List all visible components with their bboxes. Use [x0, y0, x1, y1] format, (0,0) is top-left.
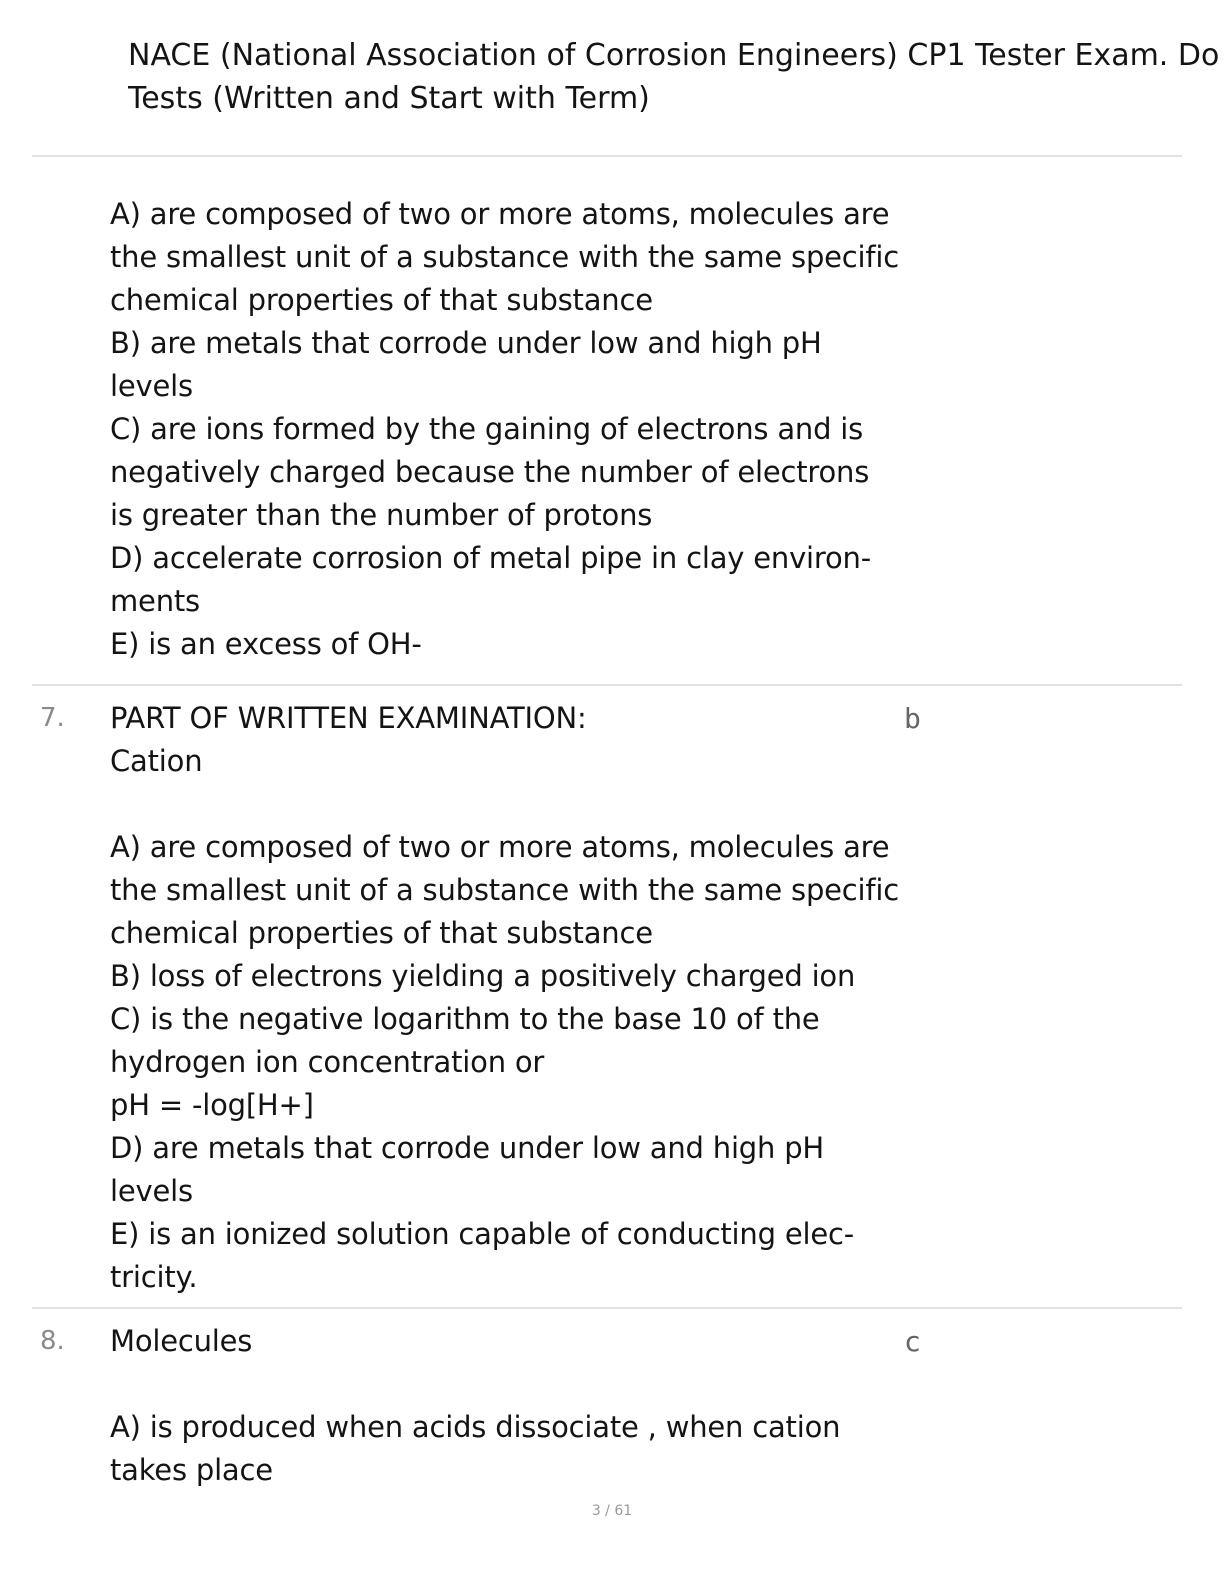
option-line: is greater than the number of protons — [110, 498, 653, 532]
question-8-number: 8. — [40, 1326, 65, 1356]
option-line: pH = -log[H+] — [110, 1088, 314, 1122]
divider — [32, 155, 1182, 157]
option-line: C) is the negative logarithm to the base 10 of the — [110, 1002, 820, 1036]
option-line: takes place — [110, 1453, 273, 1487]
option-line: A) are composed of two or more atoms, molecules are — [110, 830, 890, 864]
spacer — [110, 1363, 910, 1406]
option-line: the smallest unit of a substance with the same specific — [110, 240, 900, 274]
question-7-prompt-line: Cation — [110, 744, 203, 778]
divider — [32, 1307, 1182, 1309]
question-7 — [110, 697, 910, 1299]
option-line: chemical properties of that substance — [110, 916, 653, 950]
option-line: negatively charged because the number of electrons — [110, 455, 870, 489]
question-8 — [110, 1320, 910, 1492]
document-title — [128, 34, 1224, 120]
title-line-1: NACE (National Association of Corrosion Engineers) CP1 Tester Exam. Do — [128, 38, 1220, 73]
question-8-prompt-line: Molecules — [110, 1324, 253, 1358]
option-line: D) are metals that corrode under low and high pH — [110, 1131, 825, 1165]
option-line: A) are composed of two or more atoms, molecules are — [110, 197, 890, 231]
option-line: A) is produced when acids dissociate , when cation — [110, 1410, 841, 1444]
question-7-answer: b — [904, 702, 921, 735]
question-7-number: 7. — [40, 703, 65, 733]
divider — [32, 684, 1182, 686]
option-line: D) accelerate corrosion of metal pipe in clay environ- — [110, 541, 871, 575]
option-line: C) are ions formed by the gaining of electrons and is — [110, 412, 864, 446]
title-line-2: Tests (Written and Start with Term) — [128, 81, 650, 116]
question-8-answer: c — [904, 1325, 921, 1358]
option-line: levels — [110, 369, 193, 403]
option-line: the smallest unit of a substance with the same specific — [110, 873, 900, 907]
option-line: levels — [110, 1174, 193, 1208]
option-line: B) are metals that corrode under low and high pH — [110, 326, 822, 360]
option-line: B) loss of electrons yielding a positively charged ion — [110, 959, 856, 993]
option-line: tricity. — [110, 1260, 198, 1294]
spacer — [110, 783, 910, 826]
option-line: ments — [110, 584, 200, 618]
question-6-options — [110, 193, 910, 666]
page-number: 3 / 61 — [591, 1503, 633, 1519]
option-line: E) is an ionized solution capable of conducting elec- — [110, 1217, 854, 1251]
option-line: E) is an excess of OH- — [110, 627, 422, 661]
question-7-prompt-line: PART OF WRITTEN EXAMINATION: — [110, 701, 587, 735]
option-line: hydrogen ion concentration or — [110, 1045, 545, 1079]
option-line: chemical properties of that substance — [110, 283, 653, 317]
